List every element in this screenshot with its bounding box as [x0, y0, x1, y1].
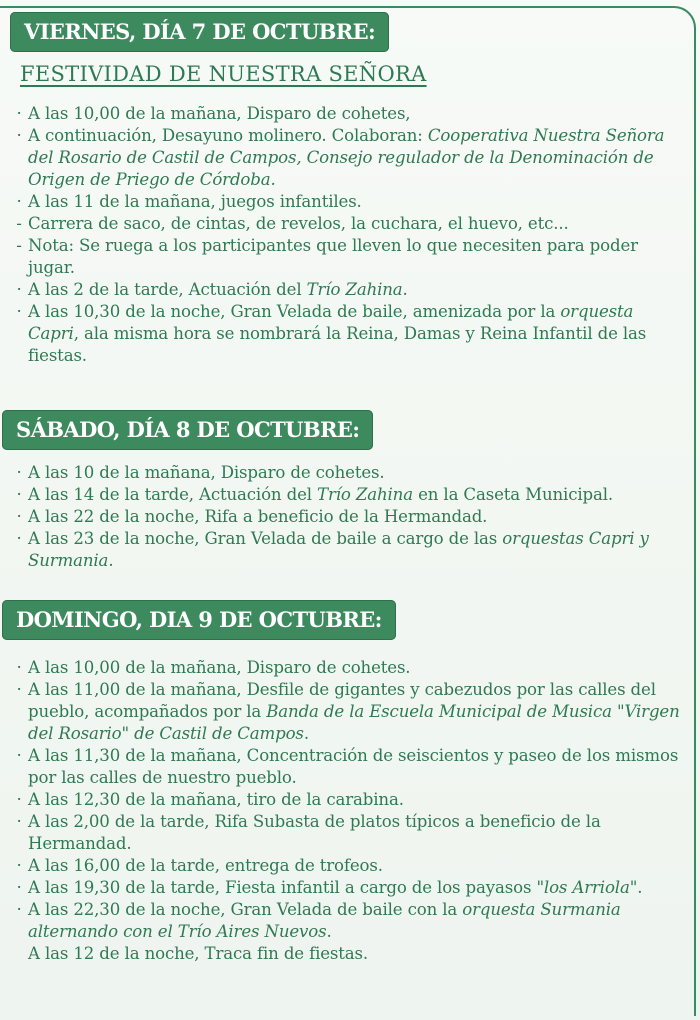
- list-item: [6, 125, 682, 191]
- list-item: [6, 103, 682, 125]
- item-text: A las 10,00 de la mañana, Disparo de cohetes,: [28, 104, 411, 123]
- bullet-mark: ·: [16, 680, 22, 699]
- item-text: A las 12 de la noche, Traca fin de fiestas.: [28, 944, 369, 963]
- italic-text: orquesta Capri: [28, 302, 634, 343]
- bullet-mark: ·: [16, 900, 22, 919]
- list-item: [6, 235, 682, 279]
- bullet-mark: ·: [16, 746, 22, 765]
- item-text: A continuación, Desayuno molinero. Colaboran:: [28, 126, 428, 145]
- bullet-mark: ·: [16, 878, 22, 897]
- item-text: A las 19,30 de la tarde, Fiesta infantil a cargo de los payasos: [28, 878, 537, 897]
- italic-text: Cooperativa Nuestra Señora del Rosario de Castil de Campos, Consejo regulador de la Denominación de Origen de Priego de Córdoba.: [28, 126, 665, 189]
- bullet-mark: ·: [16, 485, 22, 504]
- item-text: A las 10,30 de la noche, Gran Velada de baile, amenizada por la: [28, 302, 561, 321]
- italic-text: Banda de la Escuela Municipal de Musica "Virgen del Rosario" de Castil de Campos: [28, 702, 680, 743]
- heading-domingo: DOMINGO, DIA 9 DE OCTUBRE:: [2, 600, 396, 640]
- item-text: .: [637, 878, 643, 897]
- item-text: .: [108, 551, 114, 570]
- item-text: en la Caseta Municipal.: [412, 485, 614, 504]
- item-text: A las 23 de la noche, Gran Velada de baile a cargo de las: [28, 529, 503, 548]
- italic-text: Trío Zahina: [317, 485, 413, 504]
- list-item: [6, 745, 682, 789]
- list-item: [6, 484, 682, 506]
- list-item: [6, 191, 682, 213]
- item-text: A las 22,30 de la noche, Gran Velada de baile con la: [28, 900, 463, 919]
- item-text: A las 10,00 de la mañana, Disparo de cohetes.: [28, 658, 411, 677]
- bullet-mark: ·: [16, 280, 22, 299]
- list-item: [6, 528, 682, 572]
- item-text: , ala misma hora se nombrará la Reina, Damas y Reina Infantil de las fiestas.: [28, 324, 647, 365]
- list-item: [6, 877, 682, 899]
- item-text: .: [402, 280, 408, 299]
- item-text: A las 14 de la tarde, Actuación del: [28, 485, 318, 504]
- bullet-mark: ·: [16, 658, 22, 677]
- list-item: [6, 506, 682, 528]
- list-item: [6, 279, 682, 301]
- bullet-mark: ·: [16, 463, 22, 482]
- list-item: [6, 943, 682, 965]
- bullet-mark: ·: [16, 104, 22, 123]
- item-text: A las 2,00 de la tarde, Rifa Subasta de platos típicos a beneficio de la Hermandad.: [28, 812, 601, 853]
- list-item: [6, 679, 682, 745]
- item-text: A las 22 de la noche, Rifa a beneficio de la Hermandad.: [28, 507, 488, 526]
- list-item: [6, 789, 682, 811]
- item-text: A las 2 de la tarde, Actuación del: [28, 280, 307, 299]
- item-text: .: [303, 724, 309, 743]
- bullet-mark: -: [16, 236, 22, 255]
- bullet-mark: ·: [16, 302, 22, 321]
- bullet-mark: ·: [16, 507, 22, 526]
- bullet-mark: ·: [16, 192, 22, 211]
- italic-text: "los Arriola": [536, 878, 638, 897]
- item-text: A las 10 de la mañana, Disparo de cohetes.: [28, 463, 385, 482]
- item-text: A las 16,00 de la tarde, entrega de trofeos.: [28, 856, 383, 875]
- list-item: [6, 657, 682, 679]
- heading-sabado: SÁBADO, DÍA 8 DE OCTUBRE:: [2, 410, 373, 450]
- bullet-mark: -: [16, 214, 22, 233]
- item-text: A las 12,30 de la mañana, tiro de la carabina.: [28, 790, 404, 809]
- bullet-mark: ·: [16, 812, 22, 831]
- item-text: A las 11,00 de la mañana, Desfile de gigantes y cabezudos por las calles del pueblo, acompañados por la: [28, 680, 656, 721]
- subheading-festividad: FESTIVIDAD DE NUESTRA SEÑORA: [20, 62, 427, 86]
- list-item: [6, 462, 682, 484]
- list-viernes: [6, 103, 682, 367]
- bullet-mark: ·: [16, 529, 22, 548]
- list-sabado: [6, 462, 682, 572]
- list-item: [6, 899, 682, 943]
- item-text: A las 11 de la mañana, juegos infantiles.: [28, 192, 362, 211]
- item-text: A las 11,30 de la mañana, Concentración de seiscientos y paseo de los mismos por las calles de nuestro pueblo.: [28, 746, 679, 787]
- italic-text: Trío Zahina: [306, 280, 403, 299]
- list-item: [6, 213, 682, 235]
- item-text: Carrera de saco, de cintas, de revelos, la cuchara, el huevo, etc...: [28, 214, 569, 233]
- bullet-mark: ·: [16, 790, 22, 809]
- list-item: [6, 811, 682, 855]
- heading-viernes: VIERNES, DÍA 7 DE OCTUBRE:: [10, 12, 389, 52]
- bullet-mark: ·: [16, 126, 22, 145]
- list-item: [6, 301, 682, 367]
- item-text: Nota: Se ruega a los participantes que lleven lo que necesiten para poder jugar.: [28, 236, 638, 277]
- list-item: [6, 855, 682, 877]
- italic-text: orquestas Capri y Surmania: [28, 529, 649, 570]
- list-domingo: [6, 657, 682, 965]
- item-text: .: [326, 922, 332, 941]
- italic-text: orquesta Surmania alternando con el Trío Aires Nuevos: [28, 900, 621, 941]
- bullet-mark: ·: [16, 856, 22, 875]
